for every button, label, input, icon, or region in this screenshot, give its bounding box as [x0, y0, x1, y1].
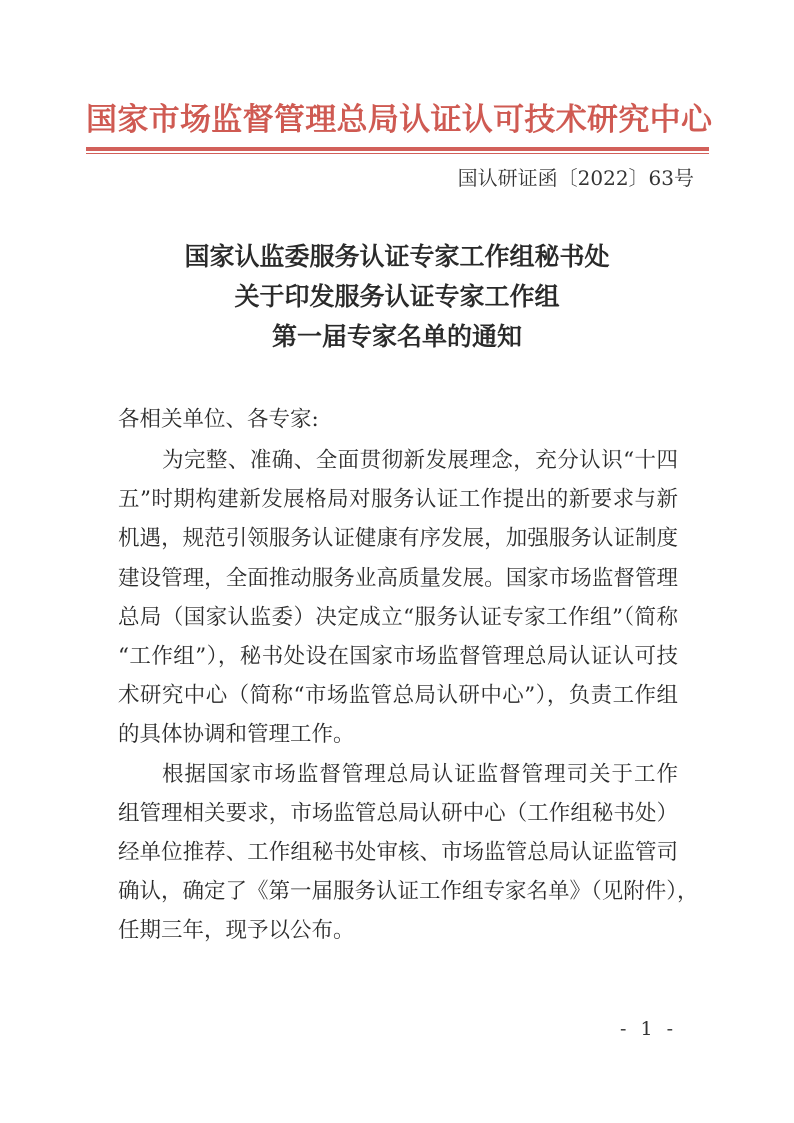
- salutation: 各相关单位、各专家:: [118, 407, 319, 432]
- paragraph-line: 术研究中心（简称“市场监管总局认研中心”），负责工作组: [118, 683, 678, 709]
- paragraph-line: 任期三年，现予以公布。: [118, 918, 355, 944]
- paragraph-line: 根据国家市场监督管理总局认证监督管理司关于工作: [162, 761, 678, 787]
- document-title-line: 关于印发服务认证专家工作组: [234, 282, 560, 311]
- paragraph-line: 五”时期构建新发展格局对服务认证工作提出的新要求与新: [118, 487, 678, 513]
- document-title-line: 第一届专家名单的通知: [271, 322, 522, 351]
- paragraph-line: 确认，确定了《第一届服务认证工作组专家名单》（见附件），: [118, 879, 699, 905]
- paragraph-line: 的具体协调和管理工作。: [118, 722, 355, 748]
- page-number: - 1 -: [620, 1018, 678, 1040]
- paragraph-line: 总局（国家认监委）决定成立“服务认证专家工作组”（简称: [118, 604, 678, 630]
- document-number: 国认研证函〔2022〕63号: [457, 166, 694, 190]
- paragraph-line: 组管理相关要求，市场监管总局认研中心（工作组秘书处）: [118, 800, 678, 826]
- header-rule-thick: [86, 147, 709, 151]
- header-rule-thin: [86, 153, 709, 154]
- paragraph-line: 机遇，规范引领服务认证健康有序发展，加强服务认证制度: [118, 526, 678, 552]
- paragraph-line: 建设管理，全面推动服务业高质量发展。国家市场监督管理: [118, 565, 678, 591]
- paragraph-line: “工作组”），秘书处设在国家市场监督管理总局认证认可技: [118, 644, 678, 669]
- paragraph-line: 为完整、准确、全面贯彻新发展理念，充分认识“十四: [162, 448, 678, 473]
- issuing-organization-header: 国家市场监督管理总局认证认可技术研究中心: [86, 102, 712, 138]
- document-title-line: 国家认监委服务认证专家工作组秘书处: [184, 242, 610, 271]
- paragraph-line: 经单位推荐、工作组秘书处审核、市场监管总局认证监管司: [118, 840, 678, 865]
